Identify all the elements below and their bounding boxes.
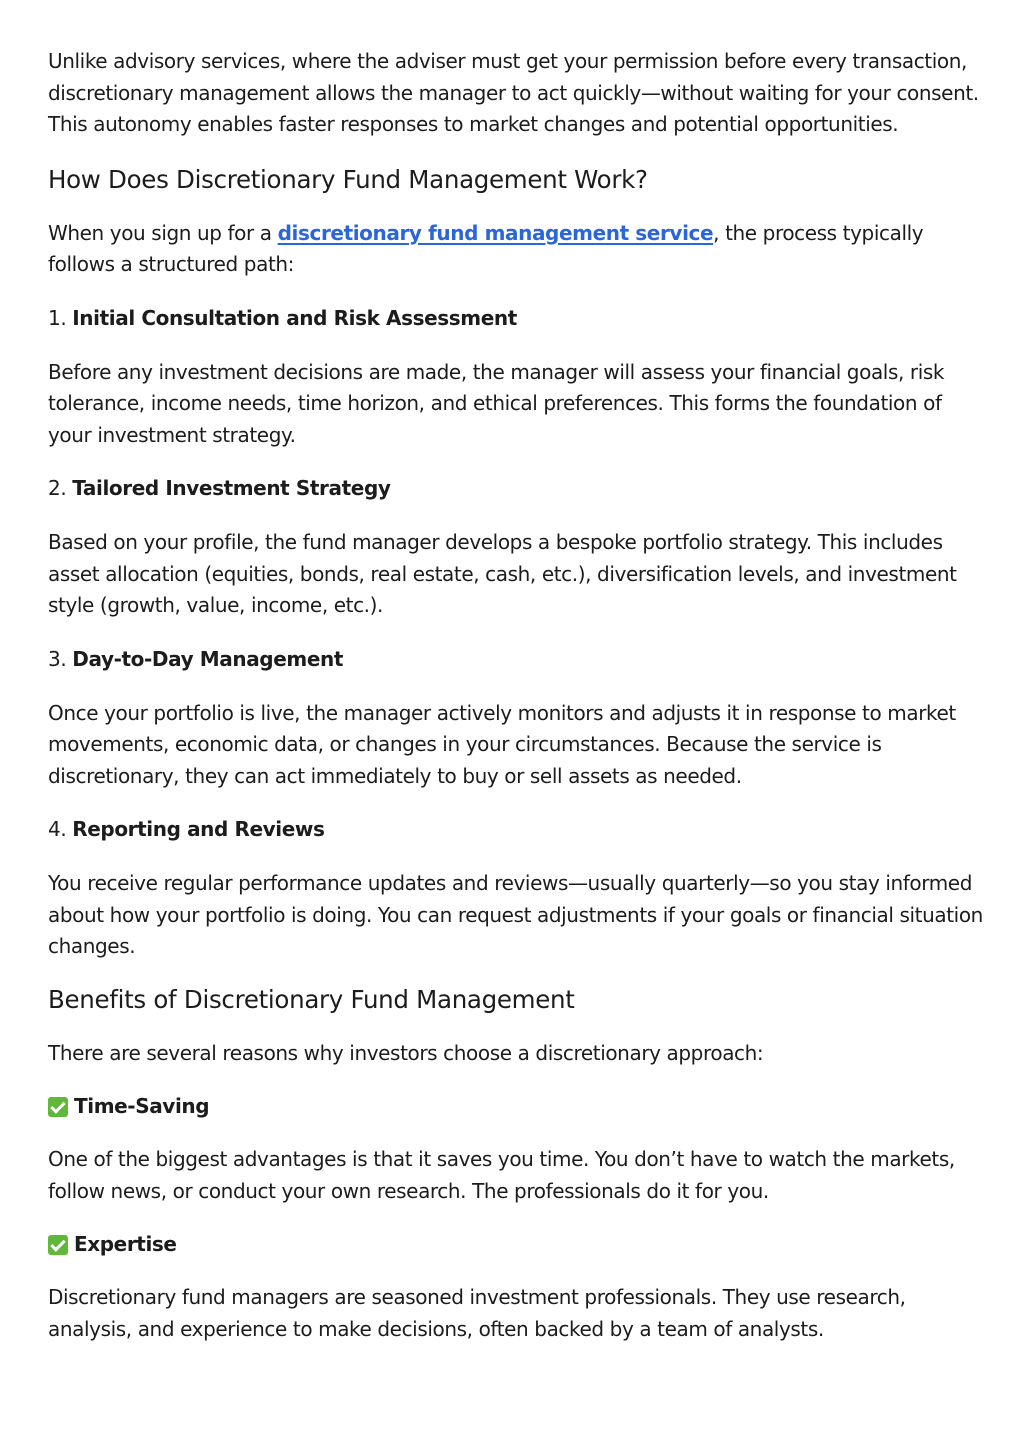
- step-title: Reporting and Reviews: [72, 817, 325, 841]
- step-number: 3.: [48, 646, 67, 671]
- article: [48, 46, 983, 1367]
- benefit-title: Expertise: [74, 1232, 177, 1256]
- check-mark-icon: [48, 1235, 68, 1255]
- step-title: Initial Consultation and Risk Assessment: [72, 305, 517, 330]
- benefit-body-expertise: Discretionary fund managers are seasoned investment professionals. They use research, analysis, and experience to make decisions, often backed by a team of analysts.: [48, 1285, 906, 1341]
- how-intro-after: , the process typically follows a structured path:: [48, 220, 924, 276]
- step-body-2: Based on your profile, the fund manager develops a bespoke portfolio strategy. This includes asset allocation (equities, bonds, real estate, cash, etc.), diversification levels, and investment style (growth, value, income, etc.).: [48, 530, 957, 617]
- benefit-body-time-saving: One of the biggest advantages is that it saves you time. You don’t have to watch the markets, follow news, or conduct your own research. The professionals do it for you.: [48, 1147, 955, 1203]
- benefit-heading-time-saving: [48, 1091, 983, 1122]
- intro-paragraph: Unlike advisory services, where the adviser must get your permission before every transaction, discretionary management allows the manager to act quickly—without waiting for your consent. This autonomy enables faster responses to market changes and potential opportunities.: [48, 49, 979, 136]
- step-title: Day-to-Day Management: [72, 646, 343, 671]
- step-body-3: Once your portfolio is live, the manager actively monitors and adjusts it in response to market movements, economic data, or changes in your circumstances. Because the service is discretionary, they can act immediately to buy or sell assets as needed.: [48, 700, 956, 788]
- step-heading-1: [48, 303, 983, 334]
- step-number: 1.: [48, 305, 67, 330]
- step-title: Tailored Investment Strategy: [72, 476, 391, 500]
- step-heading-4: [48, 814, 983, 845]
- benefit-heading-expertise: [48, 1229, 983, 1260]
- how-intro-before: When you sign up for a: [48, 220, 278, 245]
- how-it-works-heading: How Does Discretionary Fund Management Work?: [48, 164, 648, 194]
- step-body-4: You receive regular performance updates and reviews—usually quarterly—so you stay informed about how your portfolio is doing. You can request adjustments if your goals or financial situation changes.: [48, 871, 983, 958]
- benefit-title: Time-Saving: [74, 1094, 210, 1118]
- check-mark-icon: [48, 1097, 68, 1117]
- service-link[interactable]: discretionary fund management service: [277, 220, 714, 245]
- step-number: 4.: [48, 817, 67, 841]
- how-it-works-intro: [48, 218, 983, 281]
- step-heading-3: [48, 644, 983, 675]
- step-body-1: Before any investment decisions are made, the manager will assess your financial goals, risk tolerance, income needs, time horizon, and ethical preferences. This forms the foundation of your investment strategy.: [48, 359, 945, 447]
- step-number: 2.: [48, 476, 67, 500]
- benefits-intro: There are several reasons why investors choose a discretionary approach:: [48, 1040, 764, 1065]
- step-heading-2: [48, 473, 983, 504]
- benefits-heading: Benefits of Discretionary Fund Management: [48, 984, 575, 1014]
